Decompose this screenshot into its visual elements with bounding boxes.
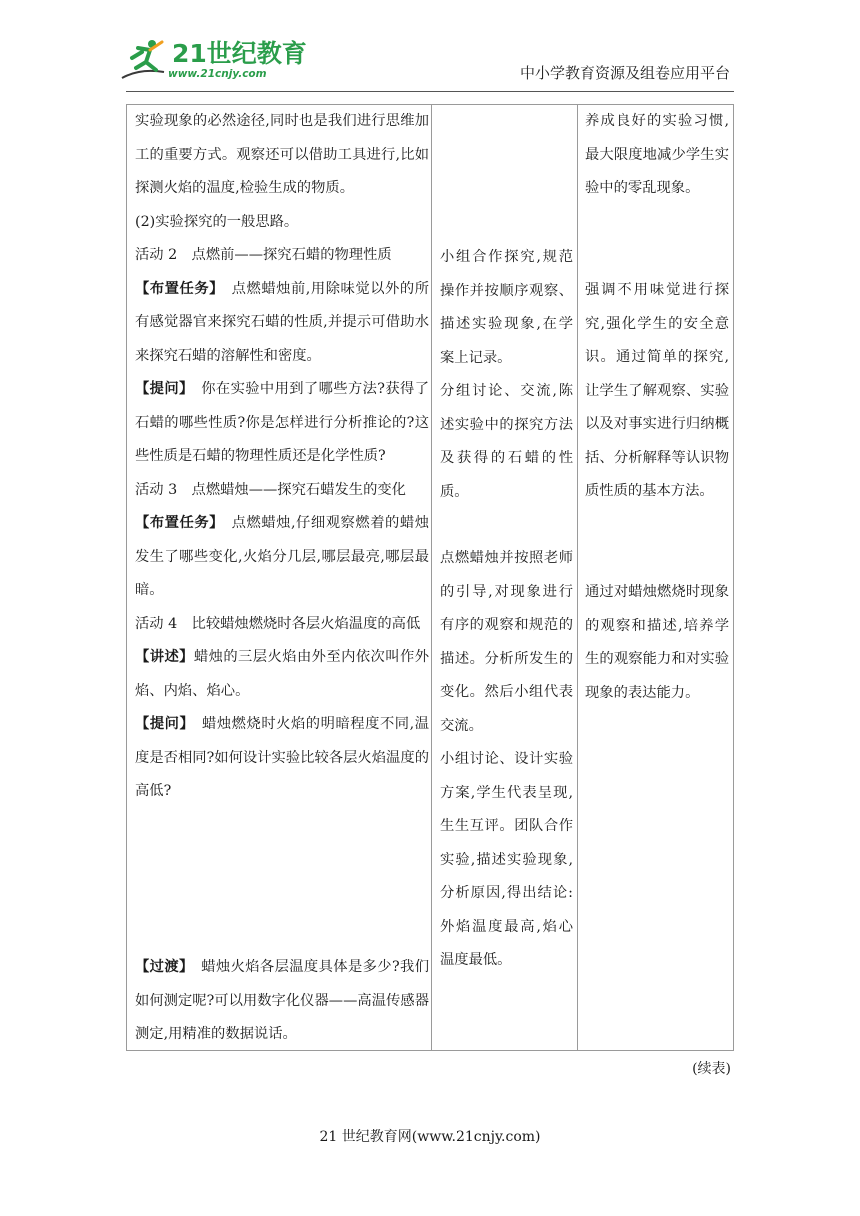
activity-title: 活动 2 点燃前——探究石蜡的物理性质 (135, 247, 392, 263)
paragraph: 强调不用味觉进行探究,强化学生的安全意识。通过简单的探究,让学生了解观察、实验以及对事实进行归纳概括、分析解释等认识物质性质的基本方法。 (585, 282, 729, 499)
activity-title: 活动 4 比较蜡烛燃烧时各层火焰温度的高低 (135, 615, 421, 632)
question-text: 你在实验中用到了哪些方法?获得了石蜡的哪些性质?你是怎样进行分析推论的?这些性质是石蜡的物理性质还是化学性质? (135, 381, 429, 464)
task-text: 点燃蜡烛前,用除味觉以外的所有感觉器官来探究石蜡的性质,并提示可借助水来探究石蜡的溶解性和密度。 (135, 280, 429, 364)
question-paragraph (135, 373, 429, 474)
transition-paragraph (135, 951, 429, 1052)
lecture-text: 蜡烛的三层火焰由外至内依次叫作外焰、内焰、焰心。 (135, 649, 430, 699)
paragraph: 分组讨论、交流,陈述实验中的探究方法及获得的石蜡的性质。 (440, 383, 573, 500)
transition-text: 蜡烛火焰各层温度具体是多少?我们如何测定呢?可以用数字化仪器——高温传感器测定,用精准的数据说话。 (135, 959, 429, 1042)
platform-title: 中小学教育资源及组卷应用平台 (519, 64, 730, 82)
page-header (0, 0, 860, 100)
paragraph: 通过对蜡烛燃烧时现象的观察和描述,培养学生的观察能力和对实验现象的表达能力。 (585, 584, 729, 701)
task-tag: 【布置任务】 (135, 280, 217, 297)
column-divider (577, 105, 578, 1050)
task-paragraph (135, 273, 429, 374)
lesson-table (126, 104, 734, 1051)
paragraph: 养成良好的实验习惯,最大限度地减少学生实验中的零乱现象。 (585, 113, 729, 196)
paragraph: 点燃蜡烛并按照老师的引导,对现象进行有序的观察和规范的描述。分析所发生的变化。然后小组代表交流。 (440, 550, 573, 734)
student-activity-column (440, 105, 573, 1050)
header-divider (126, 91, 734, 92)
question-text: 蜡烛燃烧时火焰的明暗程度不同,温度是否相同?如何设计实验比较各层火焰温度的高低? (135, 716, 429, 799)
task-tag: 【布置任务】 (135, 515, 217, 531)
paragraph: 实验现象的必然途径,同时也是我们进行思维加工的重要方式。观察还可以借助工具进行,比如探测火焰的温度,检验生成的物质。 (135, 113, 429, 196)
question-paragraph (135, 708, 429, 809)
paragraph: (2)实验探究的一般思路。 (135, 213, 299, 230)
column-divider (431, 105, 432, 1050)
task-paragraph (135, 507, 429, 608)
question-tag: 【提问】 (135, 381, 187, 397)
paragraph: 小组合作探究,规范操作并按顺序观察、描述实验现象,在学案上记录。 (440, 249, 573, 366)
activity-title: 活动 3 点燃蜡烛——探究石蜡发生的变化 (135, 481, 406, 498)
logo-url: www.21cnjy.com (168, 68, 267, 80)
logo-text: 21世纪教育 (172, 39, 307, 68)
lecture-paragraph (135, 641, 429, 708)
page-footer: 21 世纪教育网(www.21cnjy.com) (319, 1129, 541, 1145)
transition-tag: 【过渡】 (135, 959, 187, 975)
task-text: 点燃蜡烛,仔细观察燃着的蜡烛发生了哪些变化,火焰分几层,哪层最亮,哪层最暗。 (135, 515, 429, 598)
teacher-activity-column (135, 105, 429, 1050)
lecture-tag: 【讲述】 (135, 649, 194, 665)
question-tag: 【提问】 (135, 716, 188, 732)
design-intent-column (585, 105, 729, 1050)
continued-note: (续表) (692, 1061, 731, 1077)
paragraph: 小组讨论、设计实验方案,学生代表呈现,生生互评。团队合作实验,描述实验现象,分析原因,得出结论:外焰温度最高,焰心温度最低。 (440, 751, 573, 968)
